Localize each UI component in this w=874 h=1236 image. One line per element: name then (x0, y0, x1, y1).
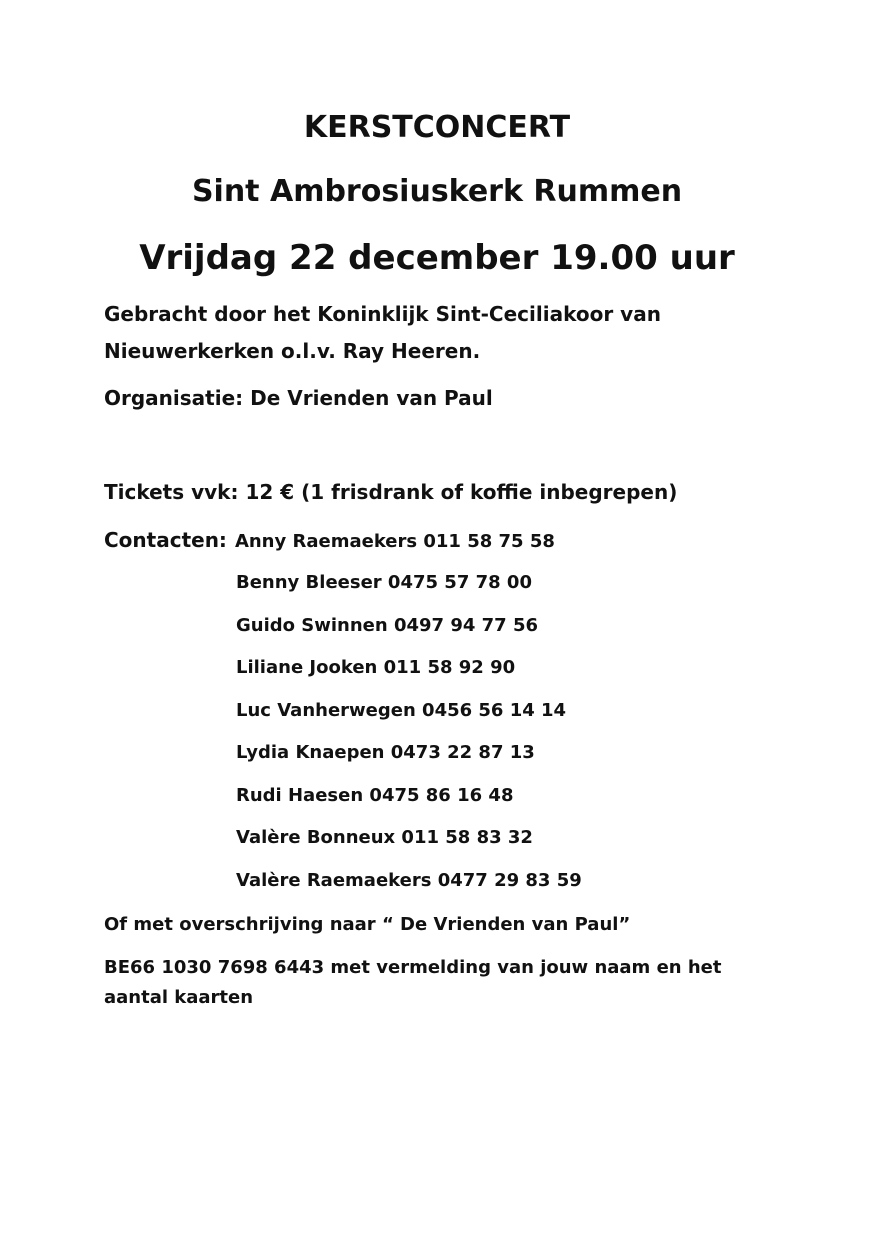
contact-item: Guido Swinnen 0497 94 77 56 (236, 615, 539, 636)
bank-line-1: BE66 1030 7698 6443 met vermelding van jouw naam en het (104, 957, 722, 978)
concert-venue: Sint Ambrosiuskerk Rummen (191, 174, 683, 209)
contacts-row (104, 528, 555, 552)
contact-item: Lydia Knaepen 0473 22 87 13 (236, 742, 535, 763)
intro-line-2: Nieuwerkerken o.l.v. Ray Heeren. (104, 339, 481, 363)
concert-title: KERSTCONCERT (303, 110, 571, 145)
intro-line-1: Gebracht door het Koninklijk Sint-Ceciliakoor van (104, 302, 661, 326)
contact-item: Rudi Haesen 0475 86 16 48 (236, 785, 514, 806)
concert-date: Vrijdag 22 december 19.00 uur (139, 238, 735, 278)
transfer-line: Of met overschrijving naar “ De Vrienden van Paul” (104, 914, 631, 935)
tickets-line: Tickets vvk: 12 € (1 frisdrank of koffie inbegrepen) (104, 480, 678, 504)
contact-item: Anny Raemaekers 011 58 75 58 (234, 531, 555, 552)
bank-line-2: aantal kaarten (104, 987, 254, 1008)
contacts-label: Contacten: (104, 528, 227, 552)
contact-item: Liliane Jooken 011 58 92 90 (236, 657, 516, 678)
organisation-line: Organisatie: De Vrienden van Paul (104, 386, 493, 410)
contact-item: Valère Bonneux 011 58 83 32 (236, 827, 533, 848)
contact-item: Luc Vanherwegen 0456 56 14 14 (236, 700, 567, 721)
contact-item: Benny Bleeser 0475 57 78 00 (236, 572, 532, 593)
contact-item: Valère Raemaekers 0477 29 83 59 (236, 870, 582, 891)
